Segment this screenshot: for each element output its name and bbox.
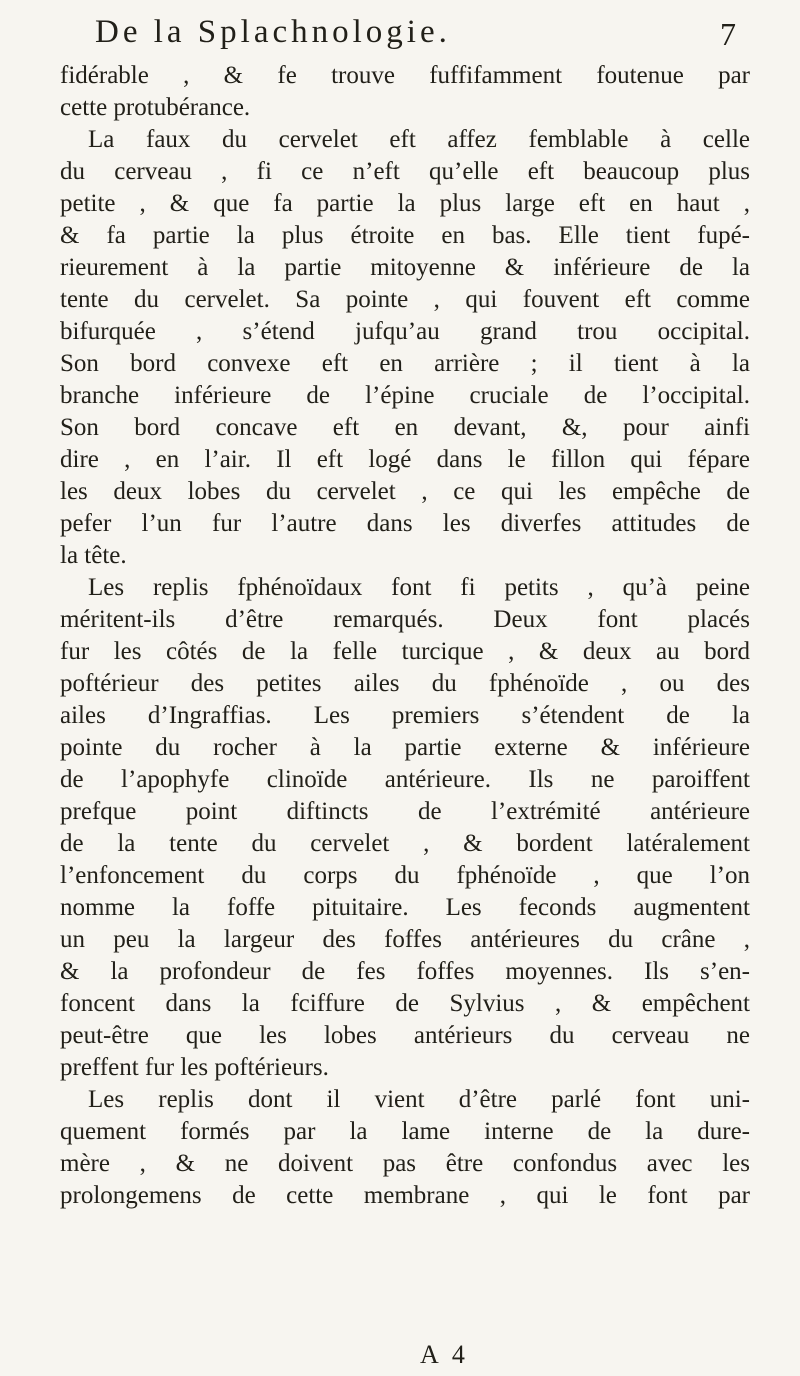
text-line: foncent dans la fciffure de Sylvius , & empêchent: [60, 990, 750, 1017]
text-line: la tête.: [60, 542, 127, 569]
text-line: de l’apophyfe clinoïde antérieure. Ils ne paroiffent: [60, 766, 750, 793]
text-line: La faux du cervelet eft affez femblable à celle: [88, 126, 750, 153]
text-line: un peu la largeur des foffes antérieures du crâne ,: [60, 926, 750, 953]
text-line: de la tente du cervelet , & bordent latéralement: [60, 830, 750, 857]
page-number: 7: [720, 16, 736, 52]
text-line: & fa partie la plus étroite en bas. Elle tient fupé-: [60, 222, 750, 249]
text-line: petite , & que fa partie la plus large eft en haut ,: [60, 190, 750, 217]
text-line: les deux lobes du cervelet , ce qui les empêche de: [60, 478, 750, 505]
text-line: Les replis fphénoïdaux font fi petits , qu’à peine: [88, 574, 750, 601]
text-line: cette protubérance.: [60, 94, 251, 121]
text-line: du cerveau , fi ce n’eft qu’elle eft beaucoup plus: [60, 158, 750, 185]
text-line: méritent-ils d’être remarqués. Deux font placés: [60, 606, 750, 633]
text-line: poftérieur des petites ailes du fphénoïde , ou des: [60, 670, 750, 697]
text-line: & la profondeur de fes foffes moyennes. Ils s’en-: [60, 958, 750, 985]
text-line: prefque point diftincts de l’extrémité antérieure: [60, 798, 750, 825]
text-line: Son bord concave eft en devant, &, pour ainfi: [60, 414, 750, 441]
text-line: peut-être que les lobes antérieurs du cerveau ne: [60, 1022, 750, 1049]
text-line: l’enfoncement du corps du fphénoïde , que l’on: [60, 862, 750, 889]
running-title: De la Splachnologie.: [95, 14, 451, 50]
text-line: Son bord convexe eft en arrière ; il tient à la: [60, 350, 750, 377]
body-text: [60, 60, 750, 1212]
text-line: fidérable , & fe trouve fuffifamment foutenue par: [60, 62, 750, 89]
text-line: pointe du rocher à la partie externe & inférieure: [60, 734, 750, 761]
text-line: branche inférieure de l’épine cruciale de l’occipital.: [60, 382, 750, 409]
text-line: nomme la foffe pituitaire. Les feconds augmentent: [60, 894, 750, 921]
text-line: ailes d’Ingraffias. Les premiers s’étendent de la: [60, 702, 750, 729]
text-line: rieurement à la partie mitoyenne & inférieure de la: [60, 254, 750, 281]
signature-mark: A 4: [420, 1340, 469, 1369]
text-line: tente du cervelet. Sa pointe , qui fouvent eft comme: [60, 286, 750, 313]
text-line: mère , & ne doivent pas être confondus avec les: [60, 1150, 750, 1177]
text-line: preffent fur les poftérieurs.: [60, 1054, 329, 1081]
text-line: quement formés par la lame interne de la dure-: [60, 1118, 750, 1145]
text-line: dire , en l’air. Il eft logé dans le fillon qui fépare: [60, 446, 750, 473]
text-line: bifurquée , s’étend jufqu’au grand trou occipital.: [60, 318, 750, 345]
text-line: pefer l’un fur l’autre dans les diverfes attitudes de: [60, 510, 750, 537]
text-line: Les replis dont il vient d’être parlé font uni-: [88, 1086, 750, 1113]
text-line: fur les côtés de la felle turcique , & deux au bord: [60, 638, 750, 665]
text-line: prolongemens de cette membrane , qui le font par: [60, 1182, 750, 1209]
page-header: [0, 10, 800, 60]
